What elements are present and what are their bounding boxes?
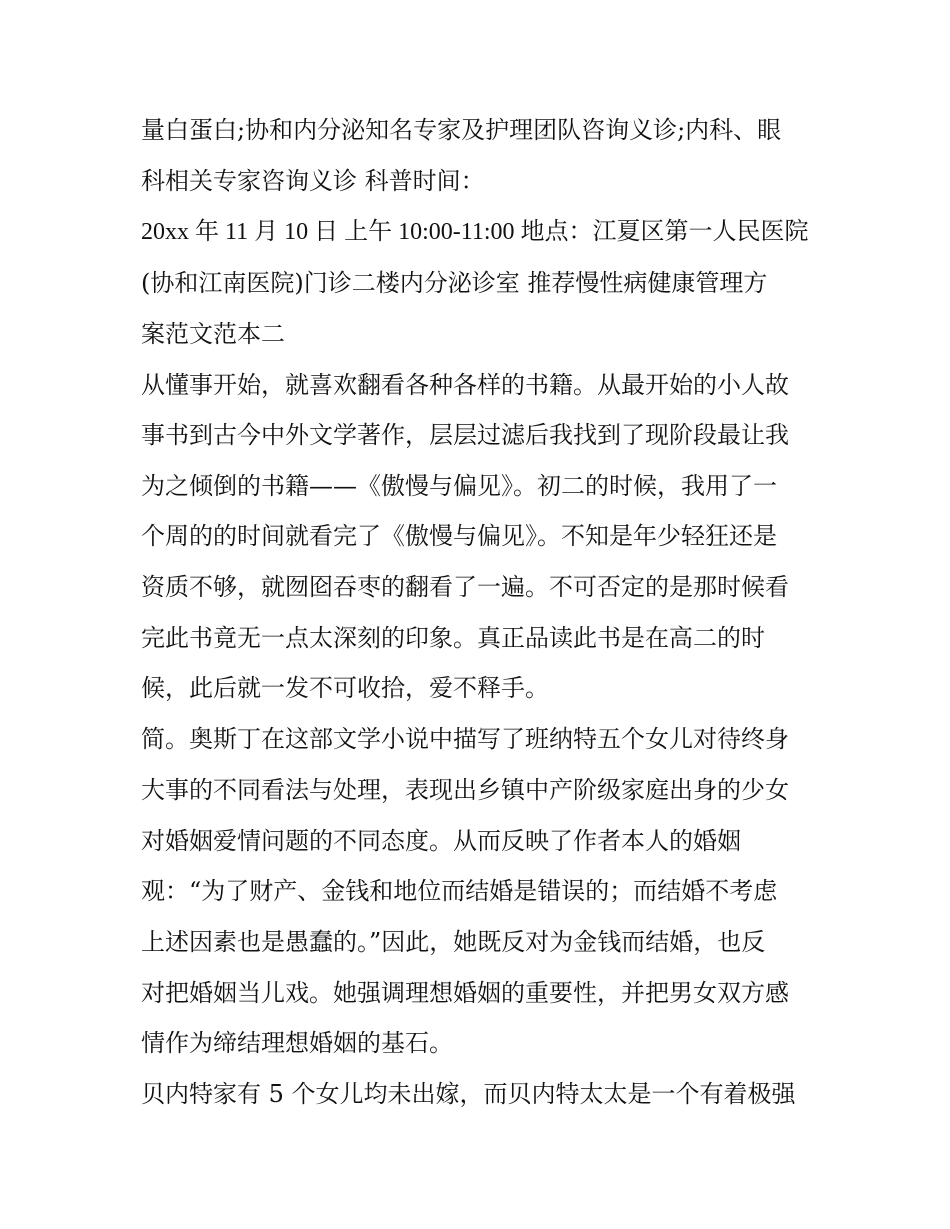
text-line: 简。奥斯丁在这部文学小说中描写了班纳特五个女儿对待终身 [141,725,789,753]
text-line: 情作为缔结理想婚姻的基石。 [141,1029,453,1057]
text-line: 个周的的时间就看完了《傲慢与偏见》。不知是年少轻狂还是 [141,522,777,550]
text-line: (协和江南医院)门诊二楼内分泌诊室 推荐慢性病健康管理方 [141,269,768,297]
text-line: 资质不够，就囫囵吞枣的翻看了一遍。不可否定的是那时候看 [141,573,789,601]
text-line: 20xx 年 11 月 10 日 上午 10:00-11:00 地点：江夏区第一人民医院 [141,219,809,245]
text-line: 候，此后就一发不可收拾，爱不释手。 [141,674,549,702]
text-line: 案范文范本二 [141,320,285,348]
text-line: 量白蛋白;协和内分泌知名专家及护理团队咨询义诊;内科、眼 [141,116,782,144]
text-line: 从懂事开始，就喜欢翻看各种各样的书籍。从最开始的小人故 [141,371,789,399]
text-line: 事书到古今中外文学著作，层层过滤后我找到了现阶段最让我 [141,421,789,449]
text-line: 上述因素也是愚蠢的。”因此，她既反对为金钱而结婚，也反 [141,928,766,956]
text-line: 观：“为了财产、金钱和地位而结婚是错误的；而结婚不考虑 [141,877,778,905]
text-line: 科相关专家咨询义诊 科普时间： [141,167,485,195]
text-line: 大事的不同看法与处理，表现出乡镇中产阶级家庭出身的少女 [141,776,789,804]
text-line: 完此书竟无一点太深刻的印象。真正品读此书是在高二的时 [141,624,765,652]
text-line: 贝内特家有 5 个女儿均未出嫁，而贝内特太太是一个有着极强 [141,1080,796,1108]
text-line: 对把婚姻当儿戏。她强调理想婚姻的重要性，并把男女双方感 [141,979,789,1007]
text-line: 为之倾倒的书籍——《傲慢与偏见》。初二的时候，我用了一 [141,472,777,500]
text-line: 对婚姻爱情问题的不同态度。从而反映了作者本人的婚姻 [141,827,741,855]
